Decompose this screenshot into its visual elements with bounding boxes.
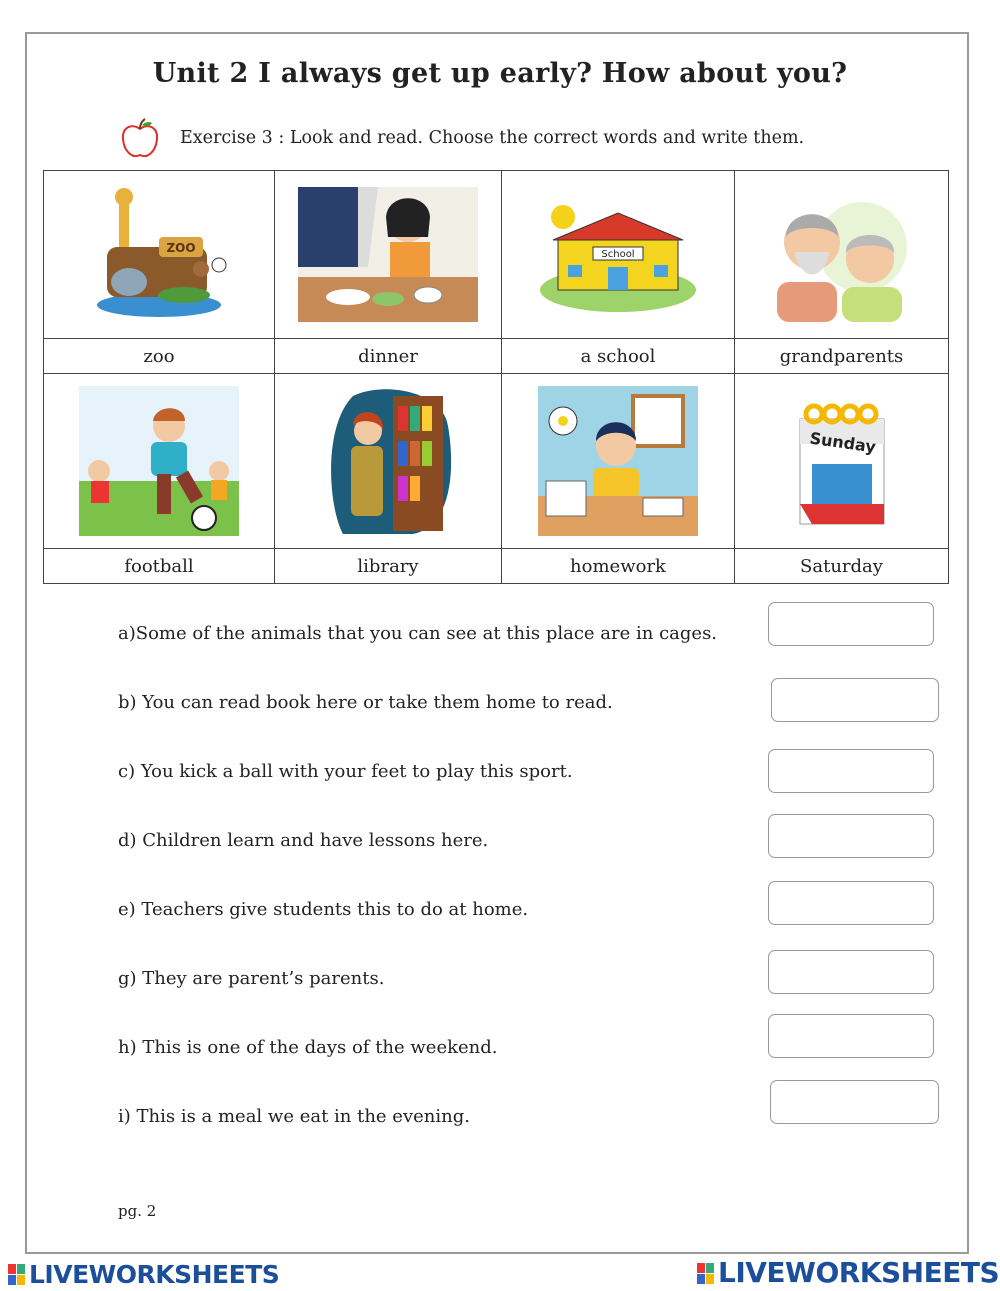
zoo-picture (44, 171, 275, 339)
word-library: library (275, 549, 502, 584)
word-a-school: a school (502, 339, 735, 374)
homework-picture (502, 374, 735, 549)
word-saturday: Saturday (735, 549, 949, 584)
football-picture (44, 374, 275, 549)
question-b: b) You can read book here or take them home to read. (118, 692, 613, 713)
library-picture (275, 374, 502, 549)
logo-cube-icon (8, 1264, 26, 1286)
school-sign: School (601, 248, 635, 260)
word-dinner: dinner (275, 339, 502, 374)
vocabulary-table (43, 170, 949, 584)
answer-box-i[interactable] (770, 1080, 939, 1124)
answer-box-e[interactable] (768, 881, 934, 925)
question-h: h) This is one of the days of the weekend. (118, 1037, 498, 1058)
word-grandparents: grandparents (735, 339, 949, 374)
worksheet-title: Unit 2 I always get up early? How about you? (152, 58, 848, 89)
question-c: c) You kick a ball with your feet to play this sport. (118, 761, 573, 782)
calendar-picture (735, 374, 949, 549)
word-zoo: zoo (44, 339, 275, 374)
liveworksheets-logo-right: LIVEWORKSHEETS (697, 1256, 999, 1289)
dinner-picture (275, 171, 502, 339)
answer-box-h[interactable] (768, 1014, 934, 1058)
answer-box-b[interactable] (771, 678, 939, 722)
question-d: d) Children learn and have lessons here. (118, 830, 489, 851)
question-i: i) This is a meal we eat in the evening. (118, 1106, 470, 1127)
word-football: football (44, 549, 275, 584)
page-number: pg. 2 (118, 1202, 157, 1220)
calendar-day: Sunday (808, 428, 877, 457)
zoo-sign: ZOO (166, 241, 196, 255)
question-g: g) They are parent’s parents. (118, 968, 385, 989)
question-e: e) Teachers give students this to do at home. (118, 899, 529, 920)
answer-box-g[interactable] (768, 950, 934, 994)
liveworksheets-logo-left: LIVEWORKSHEETS (8, 1260, 279, 1289)
answer-box-c[interactable] (768, 749, 934, 793)
logo-cube-icon (697, 1263, 715, 1285)
answer-box-d[interactable] (768, 814, 934, 858)
word-homework: homework (502, 549, 735, 584)
school-picture (502, 171, 735, 339)
answer-box-a[interactable] (768, 602, 934, 646)
apple-icon (118, 117, 162, 161)
grandparents-picture (735, 171, 949, 339)
question-a: a)Some of the animals that you can see at this place are in cages. (118, 623, 718, 644)
exercise-instruction: Exercise 3 : Look and read. Choose the correct words and write them. (180, 128, 805, 148)
